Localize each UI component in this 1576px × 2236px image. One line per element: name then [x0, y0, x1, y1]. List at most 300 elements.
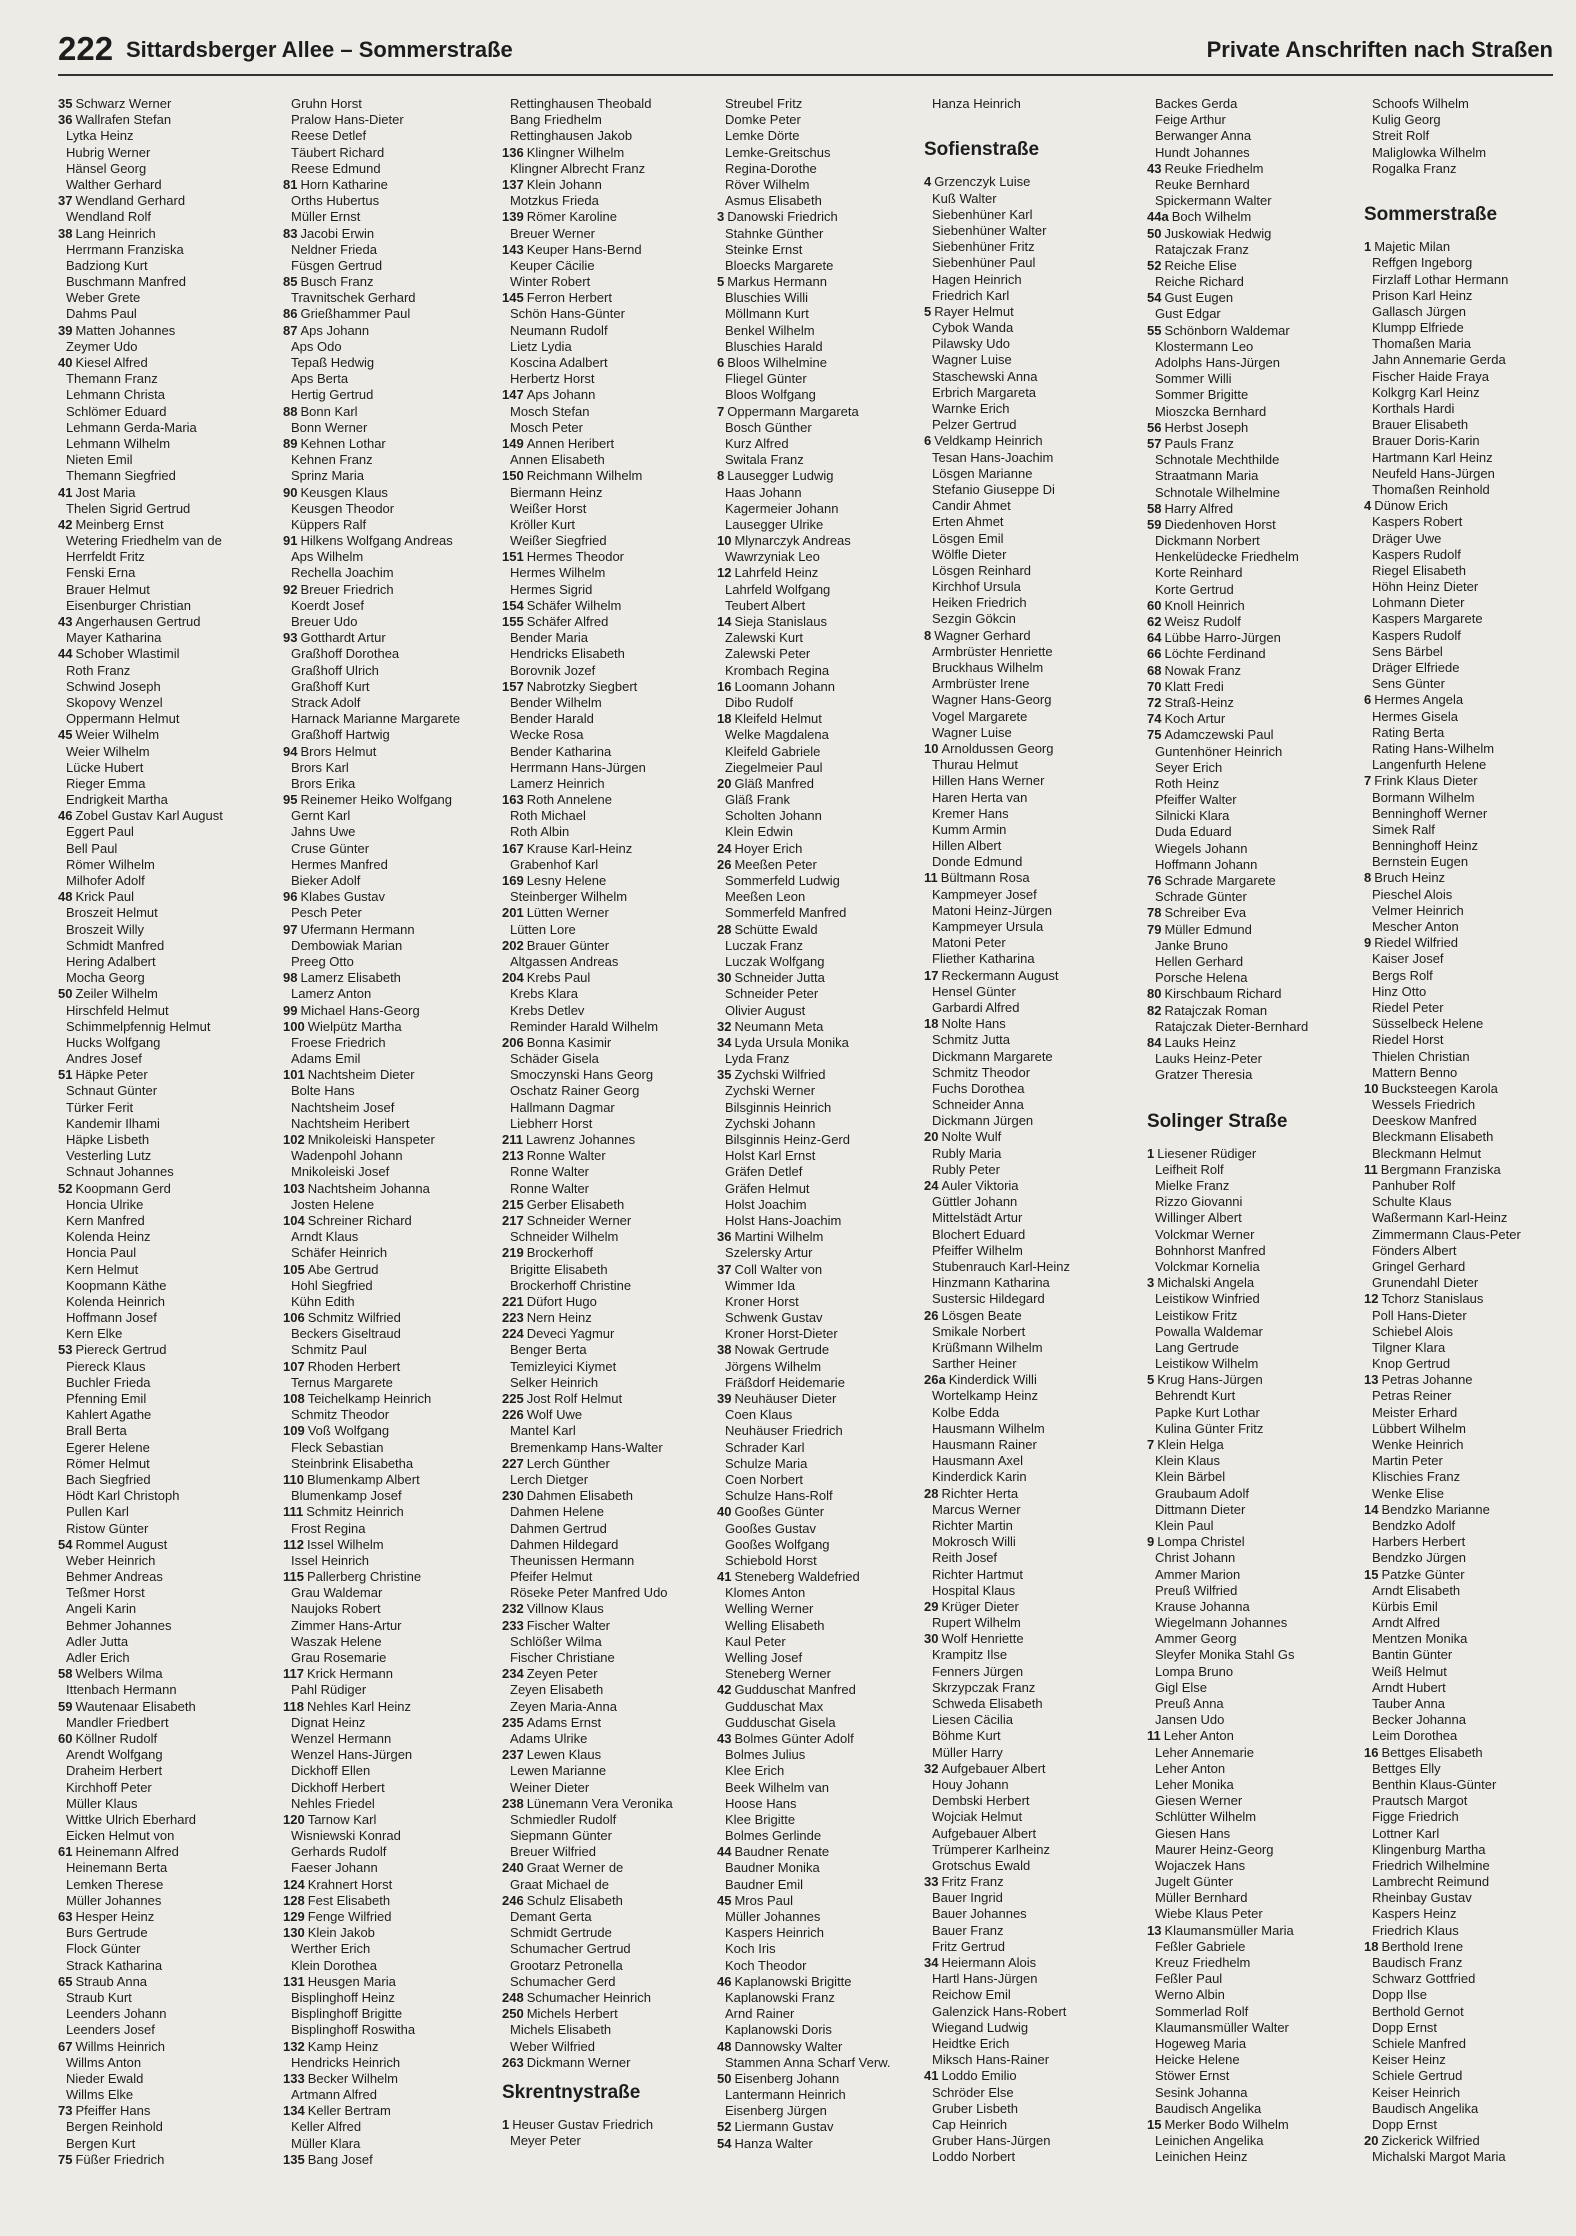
resident-entry: [502, 387, 710, 403]
resident-entry: [1364, 482, 1572, 498]
resident-name: Oppermann Margareta: [727, 403, 859, 419]
resident-entry: [924, 1939, 1132, 1955]
resident-name: Bisplinghoff Roswitha: [291, 2022, 416, 2038]
resident-entry: [58, 404, 266, 420]
resident-name: Kroner Horst: [725, 1293, 799, 1309]
resident-entry: [283, 1472, 491, 1488]
resident-entry: [717, 663, 925, 679]
resident-name: Bang Josef: [307, 2151, 373, 2167]
resident-entry: [1364, 1259, 1572, 1275]
resident-name: Baudner Monika: [725, 1860, 820, 1876]
resident-entry: [1147, 824, 1355, 840]
street-heading: Sommerstraße: [1364, 204, 1498, 226]
resident-entry: [1364, 1356, 1572, 1372]
resident-name: Heinemann Alfred: [75, 1844, 179, 1860]
resident-entry: [1147, 290, 1355, 306]
resident-name: Kumm Armin: [932, 821, 1007, 837]
resident-name: Gruhn Horst: [291, 96, 362, 111]
resident-name: Schwenk Gustav: [725, 1310, 823, 1326]
resident-entry: [1364, 935, 1572, 951]
resident-entry: [283, 1100, 491, 1116]
resident-entry: [58, 1699, 266, 1715]
resident-name: Behmer Andreas: [66, 1569, 163, 1585]
resident-name: Kampmeyer Josef: [932, 886, 1037, 902]
resident-entry: [1147, 145, 1355, 161]
resident-entry: [717, 889, 925, 905]
resident-entry: [1364, 1113, 1572, 1129]
resident-name: Schlömer Eduard: [66, 403, 167, 419]
resident-name: Hendricks Elisabeth: [510, 646, 625, 662]
house-number: 151: [502, 549, 524, 565]
house-number: 48: [717, 2038, 732, 2054]
resident-entry: [717, 1909, 925, 1925]
house-number: 246: [502, 1892, 524, 1908]
resident-entry: [502, 727, 710, 743]
resident-name: Schmitz Theodor: [291, 1407, 390, 1423]
resident-entry: [1147, 1469, 1355, 1485]
resident-entry: [1364, 1826, 1572, 1842]
resident-name: Graubaum Adolf: [1155, 1485, 1249, 1501]
house-number: 10: [924, 740, 939, 756]
resident-entry: [924, 644, 1132, 660]
resident-name: Baudner Renate: [734, 1844, 830, 1860]
resident-name: Thomaßen Maria: [1372, 336, 1471, 352]
house-number: 204: [502, 970, 524, 986]
resident-entry: [502, 468, 710, 484]
resident-name: Dickmann Jürgen: [932, 1113, 1034, 1129]
resident-entry: [58, 1051, 266, 1067]
resident-entry: [1364, 806, 1572, 822]
resident-name: Garbardi Alfred: [932, 999, 1020, 1015]
resident-entry: [717, 1472, 925, 1488]
resident-entry: [283, 1148, 491, 1164]
house-number: 3: [1147, 1275, 1155, 1291]
resident-name: Bantin Günter: [1372, 1647, 1453, 1663]
resident-name: Schiele Gertrud: [1372, 2068, 1463, 2084]
resident-name: Deeskow Manfred: [1372, 1113, 1477, 1129]
resident-name: Bernstein Eugen: [1372, 854, 1469, 870]
resident-entry: [1147, 1356, 1355, 1372]
house-number: 219: [502, 1245, 524, 1261]
resident-entry: [502, 1909, 710, 1925]
resident-entry: [924, 1227, 1132, 1243]
resident-name: Römer Helmut: [66, 1455, 150, 1471]
resident-name: Lamerz Heinrich: [510, 775, 605, 791]
resident-name: Kinderdick Willi: [948, 1372, 1037, 1388]
resident-name: Honcia Ulrike: [66, 1196, 144, 1212]
resident-name: Römer Karoline: [526, 209, 618, 225]
resident-entry: [717, 1682, 925, 1698]
house-number: 224: [502, 1326, 524, 1342]
house-number: 54: [58, 1536, 73, 1552]
resident-name: Tilgner Klara: [1372, 1339, 1446, 1355]
directory-column-1: [58, 96, 266, 2168]
resident-name: Duda Eduard: [1155, 824, 1232, 840]
resident-entry: [502, 614, 710, 630]
resident-name: Leifheit Rolf: [1155, 1161, 1224, 1177]
resident-name: Steneberg Waldefried: [734, 1569, 860, 1585]
resident-name: Schrader Karl: [725, 1439, 805, 1455]
resident-entry: [924, 1405, 1132, 1421]
house-number: 104: [283, 1212, 305, 1228]
resident-name: Graßhoff Dorothea: [291, 646, 400, 662]
resident-entry: [924, 417, 1132, 433]
resident-name: Pralow Hans-Dieter: [291, 112, 404, 128]
resident-name: Werno Albin: [1155, 1987, 1225, 2003]
resident-entry: [283, 776, 491, 792]
resident-entry: [924, 1356, 1132, 1372]
resident-entry: [283, 1715, 491, 1731]
resident-name: Becker Wilhelm: [307, 2070, 398, 2086]
resident-entry: [717, 96, 925, 112]
resident-name: Dünow Erich: [1374, 498, 1448, 514]
resident-name: Villnow Klaus: [526, 1601, 604, 1617]
resident-name: Staschewski Anna: [932, 368, 1038, 384]
resident-name: Fliether Katharina: [932, 951, 1035, 967]
resident-name: Willms Anton: [66, 2054, 142, 2070]
resident-name: Zeymer Udo: [66, 338, 138, 354]
resident-entry: [283, 468, 491, 484]
resident-name: Gruber Hans-Jürgen: [932, 2133, 1051, 2149]
resident-entry: [58, 1310, 266, 1326]
house-number: 35: [717, 1067, 732, 1083]
resident-entry: [717, 727, 925, 743]
resident-entry: [502, 1974, 710, 1990]
resident-name: Füßer Friedrich: [75, 2151, 165, 2167]
resident-name: Poll Hans-Dieter: [1372, 1307, 1467, 1323]
resident-name: Silnicki Klara: [1155, 808, 1230, 824]
house-number: 137: [502, 176, 524, 192]
resident-name: Krüßmann Wilhelm: [932, 1339, 1043, 1355]
resident-entry: [1364, 741, 1572, 757]
resident-entry: [283, 1650, 491, 1666]
resident-name: Busch Franz: [300, 274, 374, 290]
resident-entry: [1364, 239, 1572, 255]
resident-entry: [58, 1634, 266, 1650]
resident-name: Breuer Wilfried: [510, 1844, 596, 1860]
resident-entry: [1364, 1308, 1572, 1324]
resident-entry: [58, 96, 266, 112]
resident-name: Graat Michael de: [510, 1876, 609, 1892]
resident-name: Weiß Helmut: [1372, 1663, 1447, 1679]
resident-entry: [924, 1761, 1132, 1777]
resident-name: Trümperer Karlheinz: [932, 1841, 1051, 1857]
resident-name: Matten Johannes: [75, 322, 176, 338]
resident-entry: [924, 1987, 1132, 2003]
house-number: 28: [924, 1485, 939, 1501]
resident-entry: [502, 1294, 710, 1310]
resident-entry: [924, 1858, 1132, 1874]
resident-name: Giesen Hans: [1155, 1825, 1231, 1841]
resident-name: Hinz Otto: [1372, 983, 1427, 999]
resident-entry: [502, 1699, 710, 1715]
resident-entry: [502, 1310, 710, 1326]
resident-entry: [58, 323, 266, 339]
resident-name: Röver Wilhelm: [725, 176, 810, 192]
resident-entry: [1147, 1388, 1355, 1404]
resident-name: Martini Wilhelm: [734, 1229, 824, 1245]
resident-entry: [283, 1116, 491, 1132]
resident-entry: [502, 1537, 710, 1553]
resident-name: Kühn Edith: [291, 1293, 355, 1309]
resident-name: Lompa Bruno: [1155, 1663, 1234, 1679]
resident-name: Coll Walter von: [734, 1261, 823, 1277]
resident-name: Heuser Gustav Friedrich: [512, 2116, 654, 2132]
resident-entry: [924, 1097, 1132, 1113]
resident-name: Schäder Gisela: [510, 1051, 599, 1067]
resident-entry: [1147, 2101, 1355, 2117]
resident-name: Schlößer Wilma: [510, 1633, 602, 1649]
house-number: 16: [717, 678, 732, 694]
resident-entry: [58, 420, 266, 436]
resident-name: Heinemann Berta: [66, 1860, 168, 1876]
house-number: 79: [1147, 921, 1162, 937]
resident-entry: [502, 355, 710, 371]
resident-entry: [1147, 1761, 1355, 1777]
directory-column-3: [502, 96, 710, 2149]
resident-name: Luczak Wolfgang: [725, 953, 825, 969]
resident-entry: [58, 857, 266, 873]
resident-name: Klabes Gustav: [300, 889, 386, 905]
resident-entry: [1364, 1858, 1572, 1874]
resident-name: Adolphs Hans-Jürgen: [1155, 355, 1281, 370]
resident-entry: [924, 2085, 1132, 2101]
resident-entry: [502, 1164, 710, 1180]
resident-entry: [1364, 161, 1572, 177]
resident-name: Reese Detlef: [291, 128, 367, 144]
resident-entry: [924, 692, 1132, 708]
resident-name: Pauls Franz: [1164, 435, 1234, 451]
resident-name: Themann Siegfried: [66, 468, 176, 484]
resident-entry: [717, 1666, 925, 1682]
resident-entry: [502, 112, 710, 128]
resident-entry: [58, 744, 266, 760]
resident-name: Zeyen Maria-Anna: [510, 1698, 617, 1714]
resident-entry: [1147, 1243, 1355, 1259]
resident-entry: [1364, 984, 1572, 1000]
resident-name: Auler Viktoria: [941, 1178, 1019, 1193]
resident-entry: [717, 1019, 925, 1035]
resident-name: Bergs Rolf: [1372, 967, 1433, 983]
resident-name: Gerhards Rudolf: [291, 1844, 387, 1860]
resident-name: Tepaß Hedwig: [291, 355, 375, 370]
resident-name: Lesny Helene: [526, 873, 607, 888]
resident-entry: [924, 320, 1132, 336]
resident-entry: [717, 420, 925, 436]
resident-name: Bleckmann Elisabeth: [1372, 1129, 1494, 1145]
house-number: 5: [924, 303, 932, 319]
resident-entry: [1364, 1906, 1572, 1922]
resident-entry: [58, 1601, 266, 1617]
resident-name: Wittke Ulrich Eberhard: [66, 1811, 197, 1827]
resident-entry: [1364, 272, 1572, 288]
resident-name: Armbrüster Irene: [932, 676, 1030, 692]
resident-entry: [924, 838, 1132, 854]
resident-name: Richter Martin: [932, 1517, 1013, 1533]
resident-entry: [58, 290, 266, 306]
resident-entry: [1364, 1081, 1572, 1097]
resident-entry: [58, 387, 266, 403]
resident-entry: [924, 595, 1132, 611]
resident-name: Wadenpohl Johann: [291, 1148, 403, 1164]
resident-name: Wendland Gerhard: [75, 193, 186, 209]
resident-name: Welling Josef: [725, 1650, 803, 1665]
resident-entry: [502, 2133, 710, 2149]
house-number: 233: [502, 1617, 524, 1633]
resident-name: Klee Erich: [725, 1763, 785, 1779]
resident-entry: [1364, 1486, 1572, 1502]
resident-entry: [58, 1877, 266, 1893]
house-number: 34: [924, 1955, 939, 1970]
resident-name: Weber Heinrich: [66, 1552, 156, 1568]
resident-entry: [283, 841, 491, 857]
house-number: 95: [283, 792, 298, 808]
resident-name: Neldner Frieda: [291, 241, 377, 257]
resident-name: Pahl Rüdiger: [291, 1682, 367, 1698]
resident-entry: [717, 1860, 925, 1876]
house-number: 34: [717, 1034, 732, 1050]
resident-name: Mioszcka Bernhard: [1155, 403, 1267, 419]
resident-name: Kagermeier Johann: [725, 500, 839, 516]
resident-entry: [283, 1407, 491, 1423]
resident-entry: [58, 2119, 266, 2135]
resident-entry: [502, 889, 710, 905]
house-number: 4: [1364, 498, 1372, 514]
resident-name: Marcus Werner: [932, 1501, 1021, 1517]
resident-entry: [1364, 1049, 1572, 1065]
house-number: 43: [58, 614, 73, 629]
resident-entry: [1147, 549, 1355, 565]
resident-name: Hospital Klaus: [932, 1582, 1016, 1598]
resident-name: Aps Johann: [300, 322, 370, 338]
resident-entry: [924, 239, 1132, 255]
resident-name: Bonn Werner: [291, 419, 368, 435]
resident-name: Krause Johanna: [1155, 1598, 1250, 1614]
resident-name: Bisplinghoff Brigitte: [291, 2006, 403, 2022]
resident-name: Klein Helga: [1157, 1437, 1224, 1452]
resident-name: Schneider Peter: [725, 986, 819, 1002]
resident-name: Deveci Yagmur: [526, 1326, 615, 1342]
resident-entry: [1147, 1550, 1355, 1566]
resident-name: Hausmann Axel: [932, 1453, 1024, 1469]
resident-name: Gallasch Jürgen: [1372, 303, 1466, 319]
resident-entry: [502, 1585, 710, 1601]
resident-name: Wagner Luise: [932, 724, 1012, 740]
resident-entry: [924, 1842, 1132, 1858]
resident-name: Teubert Albert: [725, 597, 806, 613]
house-number: 42: [58, 516, 73, 532]
resident-name: Broszeit Willy: [66, 921, 145, 937]
resident-entry: [58, 1148, 266, 1164]
directory-column-5: [924, 96, 1132, 2165]
resident-name: Tesan Hans-Joachim: [932, 449, 1054, 465]
house-number: 117: [283, 1666, 304, 1682]
resident-entry: [1364, 1227, 1572, 1243]
resident-entry: [283, 582, 491, 598]
page-number: 222: [58, 30, 114, 67]
resident-name: Eggert Paul: [66, 824, 134, 840]
resident-name: Schwind Joseph: [66, 678, 161, 694]
resident-entry: [1364, 1615, 1572, 1631]
resident-name: Gräfen Detlef: [725, 1164, 803, 1180]
resident-entry: [924, 1518, 1132, 1534]
resident-name: Küppers Ralf: [291, 516, 367, 532]
resident-name: Kulig Georg: [1372, 112, 1441, 128]
resident-entry: [58, 1181, 266, 1197]
resident-name: Schreiner Richard: [307, 1212, 412, 1228]
resident-name: Brauer Günter: [526, 937, 610, 953]
house-number: 68: [1147, 662, 1162, 678]
resident-entry: [58, 1747, 266, 1763]
resident-entry: [283, 226, 491, 242]
resident-name: Hensel Günter: [932, 983, 1016, 999]
resident-name: Riedel Peter: [1372, 999, 1444, 1015]
house-number: 150: [502, 468, 524, 484]
resident-entry: [924, 951, 1132, 967]
resident-name: Backes Gerda: [1155, 96, 1238, 111]
resident-name: Liebherr Horst: [510, 1115, 593, 1131]
resident-name: Thelen Sigrid Gertrud: [66, 500, 191, 516]
resident-entry: [924, 1210, 1132, 1226]
resident-name: Straub Anna: [75, 1973, 148, 1989]
resident-entry: [283, 1488, 491, 1504]
resident-name: Prison Karl Heinz: [1372, 287, 1473, 303]
house-number: 18: [924, 1016, 939, 1032]
resident-name: Dannowsky Walter: [734, 2038, 843, 2054]
resident-entry: [58, 161, 266, 177]
resident-name: Heiermann Alois: [941, 1955, 1037, 1970]
house-number: 129: [283, 1909, 305, 1924]
resident-entry: [58, 517, 266, 533]
resident-entry: [1147, 1178, 1355, 1194]
resident-entry: [58, 889, 266, 905]
resident-name: Gudduschat Manfred: [734, 1682, 856, 1698]
resident-entry: [924, 1745, 1132, 1761]
resident-entry: [283, 2087, 491, 2103]
resident-name: Kroner Horst-Dieter: [725, 1326, 838, 1342]
resident-entry: [58, 242, 266, 258]
resident-name: Berwanger Anna: [1155, 128, 1252, 144]
resident-entry: [1364, 1291, 1572, 1307]
resident-name: Wautenaar Elisabeth: [75, 1698, 196, 1714]
resident-name: Thielen Christian: [1372, 1048, 1470, 1064]
resident-entry: [717, 1229, 925, 1245]
resident-entry: [924, 1194, 1132, 1210]
resident-name: Seyer Erich: [1155, 759, 1223, 775]
resident-entry: [58, 1941, 266, 1957]
resident-entry: [58, 954, 266, 970]
resident-entry: [502, 290, 710, 306]
house-number: 1: [1147, 1145, 1155, 1161]
resident-name: Lünemann Vera Veronika: [526, 1795, 673, 1811]
resident-entry: [502, 1359, 710, 1375]
resident-name: Müller Harry: [932, 1744, 1003, 1760]
resident-name: Beckers Giseltraud: [291, 1326, 401, 1342]
resident-name: Heidtke Erich: [932, 2035, 1010, 2051]
resident-name: Martin Peter: [1372, 1453, 1443, 1469]
resident-name: Gooßes Gustav: [725, 1520, 817, 1536]
resident-entry: [1364, 676, 1572, 692]
resident-entry: [1364, 466, 1572, 482]
resident-entry: [283, 2152, 491, 2168]
resident-entry: [283, 922, 491, 938]
resident-entry: [1147, 1405, 1355, 1421]
resident-entry: [1364, 1550, 1572, 1566]
resident-name: Hohl Siegfried: [291, 1277, 373, 1293]
resident-name: Bloos Wilhelmine: [727, 355, 827, 370]
resident-name: Brauer Helmut: [66, 581, 150, 597]
resident-entry: [717, 2055, 925, 2071]
